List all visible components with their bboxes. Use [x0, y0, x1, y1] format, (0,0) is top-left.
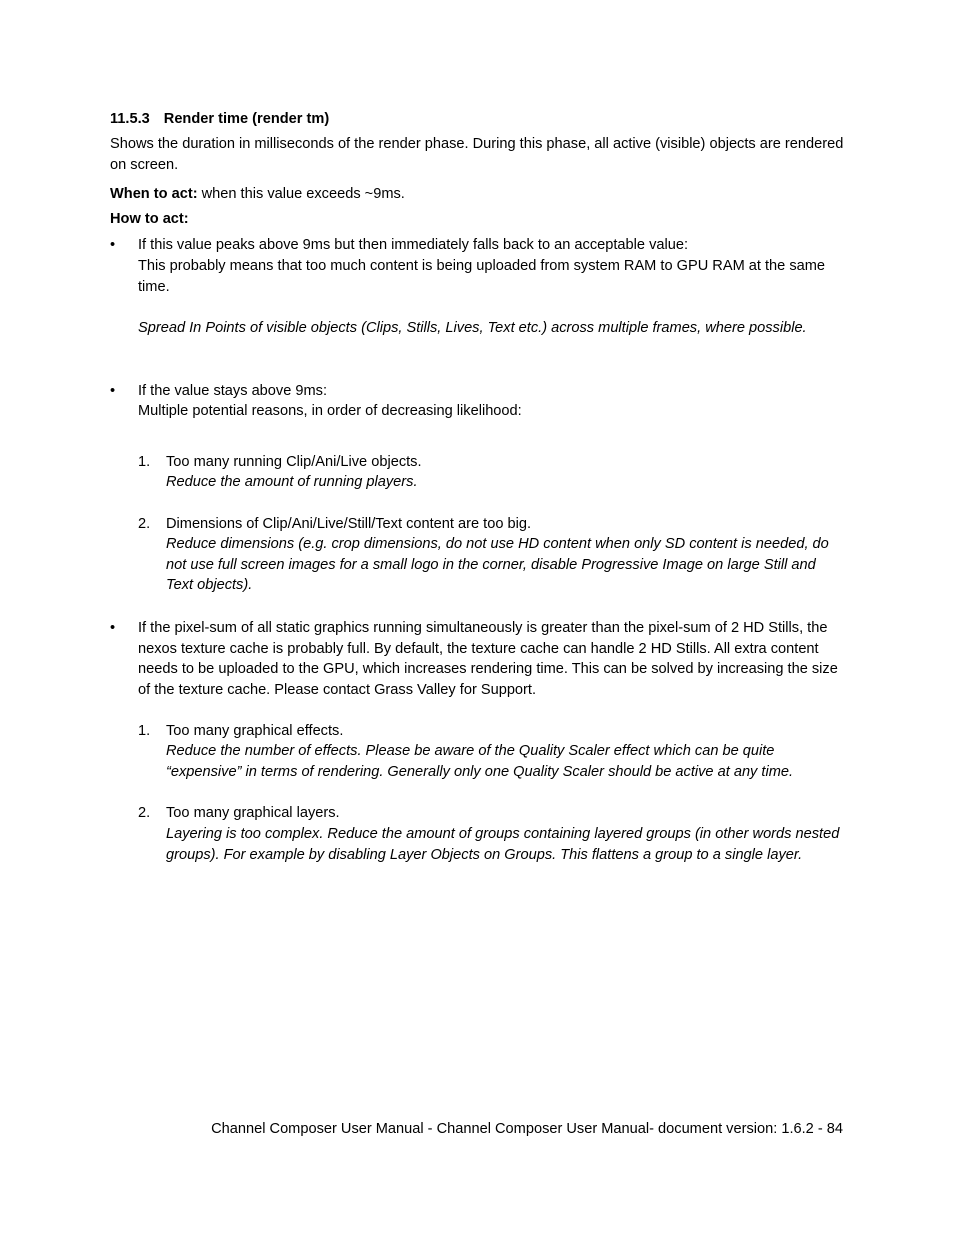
list-item-advice: Reduce the number of effects. Please be aware of the Quality Scaler effect which can be quite “expensive” in terms of rendering. Generally only one Quality Scaler should be active at any time.	[166, 743, 794, 780]
bullet-1-line1: If this value peaks above 9ms but then immediately falls back to an acceptable value:	[138, 237, 689, 253]
list-item-text: Dimensions of Clip/Ani/Live/Still/Text content are too big.	[166, 516, 532, 532]
bullet-2-line2: Multiple potential reasons, in order of decreasing likelihood:	[138, 403, 522, 419]
list-number: 1.	[138, 723, 151, 739]
intro-paragraph: Shows the duration in milliseconds of the render phase. During this phase, all active (visible) objects are rendered on screen.	[110, 136, 844, 173]
list-number: 2.	[138, 805, 151, 821]
list-item-advice: Layering is too complex. Reduce the amount of groups containing layered groups (in other words nested groups). For example by disabling Layer Objects on Groups. This flattens a group to a single layer.	[166, 826, 840, 863]
page-footer: Channel Composer User Manual - Channel Composer User Manual- document version: 1.6.2 - 84	[211, 1121, 843, 1137]
when-text: when this value exceeds ~9ms.	[197, 186, 405, 202]
list-item-text: Too many graphical effects.	[166, 723, 344, 739]
section-heading	[110, 109, 329, 130]
when-to-act	[110, 184, 845, 205]
section-title: Render time (render tm)	[163, 111, 330, 127]
bullet-2-line1: If the value stays above 9ms:	[138, 383, 328, 399]
section-number: 11.5.3	[110, 111, 150, 127]
list-number: 2.	[138, 516, 151, 532]
list-item-text: Too many running Clip/Ani/Live objects.	[166, 454, 422, 470]
how-to-act-label: How to act:	[110, 211, 189, 227]
bullet-marker: •	[110, 237, 116, 253]
bullet-marker: •	[110, 620, 116, 636]
when-label: When to act:	[110, 186, 198, 202]
bullet-1-advice: Spread In Points of visible objects (Clips, Stills, Lives, Text etc.) across multiple frames, where possible.	[138, 320, 807, 336]
list-item-advice: Reduce dimensions (e.g. crop dimensions, do not use HD content when only SD content is needed, do not use full screen images for a small logo in the corner, disable Progressive Image on large Still and Text objects).	[166, 536, 829, 594]
bullet-3-text: If the pixel-sum of all static graphics running simultaneously is greater than the pixel-sum of 2 HD Stills, the nexos texture cache is probably full. By default, the texture cache can handle 2 HD Stills. All extra content needs to be uploaded to the GPU, which increases rendering time. This can be solved by increasing the size of the texture cache. Please contact Grass Valley for Support.	[138, 620, 838, 699]
list-item-advice: Reduce the amount of running players.	[166, 474, 418, 490]
bullet-marker: •	[110, 383, 116, 399]
list-number: 1.	[138, 454, 151, 470]
bullet-1-line2: This probably means that too much content is being uploaded from system RAM to GPU RAM at the same time.	[138, 258, 826, 295]
list-item-text: Too many graphical layers.	[166, 805, 340, 821]
